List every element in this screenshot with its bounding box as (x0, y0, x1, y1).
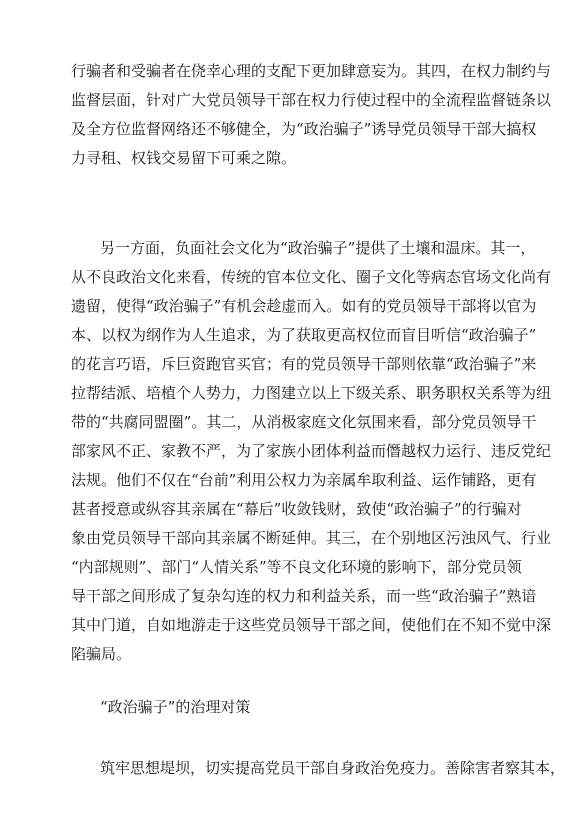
paragraph-2-line-6: 拉帮结派、培植个人势力，力图建立以上下级关系、职务职权关系等为纽 (71, 384, 552, 402)
paragraph-2-line-7: 带的“共腐同盟圈”。其二，从消极家庭文化氛围来看，部分党员领导干 (71, 413, 537, 431)
paragraph-2-line-8: 部家风不正、家教不严，为了家族小团体利益而僭越权力运行、违反党纪 (71, 442, 552, 460)
paragraph-3-line-1: 筑牢思想堤坝，切实提高党员干部自身政治免疫力。善除害者察其本， (100, 759, 566, 777)
paragraph-2-line-4: 本、以权为纲作为人生追求，为了获取更高权位而盲目听信“政治骗子” (71, 326, 537, 344)
paragraph-1-line-1: 行骗者和受骗者在侥幸心理的支配下更加肆意妄为。其四，在权力制约与 (71, 62, 552, 80)
paragraph-2-line-11: 象由党员领导干部向其亲属不断延伸。其三，在个别地区污浊风气、行业 (71, 529, 552, 547)
paragraph-2-line-9: 法规。他们不仅在“台前”利用公权力为亲属牟取利益、运作铺路，更有 (71, 471, 537, 489)
paragraph-2-line-14: 其中门道，自如地游走于这些党员领导干部之间，使他们在不知不觉中深 (71, 616, 552, 634)
paragraph-2-line-2: 从不良政治文化来看，传统的官本位文化、圈子文化等病态官场文化尚有 (71, 268, 552, 286)
paragraph-2-line-13: 导干部之间形成了复杂勾连的权力和利益关系，而一些“政治骗子”熟谙 (71, 587, 537, 605)
paragraph-1-line-4: 力寻租、权钱交易留下可乘之隙。 (71, 149, 297, 167)
paragraph-1-line-3: 及全方位监督网络还不够健全，为“政治骗子”诱导党员领导干部大搞权 (71, 120, 537, 138)
paragraph-2-line-12: “内部规则”、部门“人情关系”等不良文化环境的影响下，部分党员领 (71, 558, 522, 576)
paragraph-2-line-3: 遗留，使得“政治骗子”有机会趁虚而入。如有的党员领导干部将以官为 (71, 297, 537, 315)
paragraph-2-line-15: 陷骗局。 (71, 645, 132, 663)
paragraph-2-line-1: 另一方面，负面社会文化为“政治骗子”提供了土壤和温床。其一， (100, 239, 536, 257)
paragraph-2-line-5: 的花言巧语，斥巨资跑官买官；有的党员领导干部则依靠“政治骗子”来 (71, 355, 537, 373)
paragraph-2-line-10: 甚者授意或纵容其亲属在“幕后”收敛钱财，致使“政治骗子”的行骗对 (71, 500, 522, 518)
section-heading: “政治骗子”的治理对策 (100, 698, 251, 716)
paragraph-1-line-2: 监督层面，针对广大党员领导干部在权力行使过程中的全流程监督链条以 (71, 91, 552, 109)
